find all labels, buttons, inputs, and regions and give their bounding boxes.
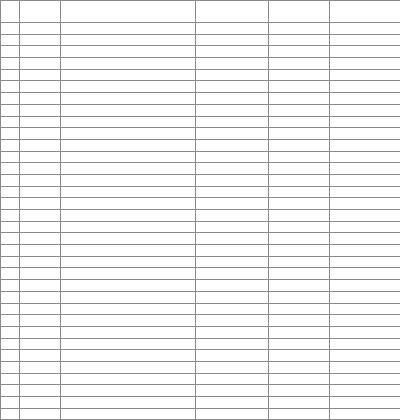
cell-balance [196, 280, 269, 292]
cell-interest [269, 221, 330, 233]
cell-contract-no [61, 338, 196, 350]
cell-contract-no [61, 291, 196, 303]
cell-borrower-name [20, 303, 61, 315]
cell-interest [269, 104, 330, 116]
cell-borrower-name [20, 361, 61, 373]
cell-contract-no [61, 373, 196, 385]
cell-interest [269, 256, 330, 268]
cell-balance [196, 186, 269, 198]
header-interest [269, 1, 330, 23]
cell-co-borrower [330, 245, 400, 257]
cell-contract-no [61, 245, 196, 257]
cell-interest [269, 198, 330, 210]
cell-index [1, 34, 20, 46]
table-row [1, 104, 400, 116]
cell-interest [269, 23, 330, 35]
cell-interest [269, 268, 330, 280]
cell-co-borrower [330, 93, 400, 105]
cell-contract-no [61, 268, 196, 280]
cell-contract-no [61, 93, 196, 105]
cell-co-borrower [330, 174, 400, 186]
table-header [1, 1, 400, 23]
cell-borrower-name [20, 139, 61, 151]
table-row [1, 174, 400, 186]
cell-contract-no [61, 163, 196, 175]
cell-interest [269, 116, 330, 128]
cell-index [1, 408, 20, 420]
table-row [1, 303, 400, 315]
cell-index [1, 174, 20, 186]
cell-index [1, 93, 20, 105]
cell-balance [196, 139, 269, 151]
cell-index [1, 256, 20, 268]
cell-index [1, 23, 20, 35]
cell-balance [196, 373, 269, 385]
cell-index [1, 186, 20, 198]
cell-interest [269, 139, 330, 151]
cell-co-borrower [330, 373, 400, 385]
cell-contract-no [61, 151, 196, 163]
cell-contract-no [61, 139, 196, 151]
cell-contract-no [61, 361, 196, 373]
cell-index [1, 104, 20, 116]
cell-co-borrower [330, 186, 400, 198]
cell-index [1, 315, 20, 327]
header-row [1, 1, 400, 23]
cell-balance [196, 221, 269, 233]
cell-index [1, 373, 20, 385]
cell-index [1, 116, 20, 128]
table-row [1, 93, 400, 105]
cell-contract-no [61, 81, 196, 93]
header-borrower-name [20, 1, 61, 23]
cell-borrower-name [20, 186, 61, 198]
cell-interest [269, 128, 330, 140]
cell-co-borrower [330, 350, 400, 362]
cell-co-borrower [330, 233, 400, 245]
cell-balance [196, 116, 269, 128]
cell-co-borrower [330, 69, 400, 81]
table-row [1, 373, 400, 385]
cell-co-borrower [330, 81, 400, 93]
cell-co-borrower [330, 408, 400, 420]
table-row [1, 116, 400, 128]
table-row [1, 280, 400, 292]
cell-index [1, 139, 20, 151]
cell-borrower-name [20, 93, 61, 105]
table-row [1, 210, 400, 222]
cell-contract-no [61, 58, 196, 70]
cell-borrower-name [20, 198, 61, 210]
header-contract-no [61, 1, 196, 23]
cell-borrower-name [20, 233, 61, 245]
cell-balance [196, 303, 269, 315]
cell-balance [196, 291, 269, 303]
cell-balance [196, 256, 269, 268]
cell-index [1, 233, 20, 245]
cell-interest [269, 373, 330, 385]
cell-index [1, 163, 20, 175]
cell-index [1, 151, 20, 163]
cell-contract-no [61, 397, 196, 409]
cell-borrower-name [20, 128, 61, 140]
cell-contract-no [61, 174, 196, 186]
cell-contract-no [61, 350, 196, 362]
header-co-borrower [330, 1, 400, 23]
cell-balance [196, 350, 269, 362]
cell-index [1, 46, 20, 58]
cell-borrower-name [20, 210, 61, 222]
cell-interest [269, 58, 330, 70]
cell-co-borrower [330, 256, 400, 268]
table-row [1, 291, 400, 303]
cell-balance [196, 34, 269, 46]
cell-index [1, 69, 20, 81]
table-row [1, 361, 400, 373]
cell-co-borrower [330, 198, 400, 210]
cell-contract-no [61, 23, 196, 35]
table-row [1, 23, 400, 35]
cell-balance [196, 81, 269, 93]
cell-borrower-name [20, 385, 61, 397]
table-row [1, 81, 400, 93]
cell-co-borrower [330, 210, 400, 222]
cell-balance [196, 338, 269, 350]
cell-balance [196, 151, 269, 163]
table-row [1, 256, 400, 268]
cell-index [1, 291, 20, 303]
table-row [1, 46, 400, 58]
table-row [1, 408, 400, 420]
cell-interest [269, 210, 330, 222]
cell-balance [196, 163, 269, 175]
cell-borrower-name [20, 58, 61, 70]
cell-co-borrower [330, 139, 400, 151]
cell-interest [269, 350, 330, 362]
cell-borrower-name [20, 104, 61, 116]
table-row [1, 69, 400, 81]
cell-contract-no [61, 69, 196, 81]
cell-balance [196, 198, 269, 210]
cell-co-borrower [330, 338, 400, 350]
table-row [1, 221, 400, 233]
cell-interest [269, 338, 330, 350]
cell-borrower-name [20, 81, 61, 93]
cell-balance [196, 326, 269, 338]
cell-interest [269, 245, 330, 257]
cell-co-borrower [330, 326, 400, 338]
table-row [1, 58, 400, 70]
cell-index [1, 280, 20, 292]
cell-contract-no [61, 408, 196, 420]
table-row [1, 151, 400, 163]
cell-co-borrower [330, 104, 400, 116]
cell-co-borrower [330, 303, 400, 315]
cell-balance [196, 315, 269, 327]
cell-co-borrower [330, 58, 400, 70]
cell-balance [196, 397, 269, 409]
cell-borrower-name [20, 116, 61, 128]
cell-co-borrower [330, 151, 400, 163]
table-row [1, 350, 400, 362]
cell-borrower-name [20, 34, 61, 46]
cell-interest [269, 46, 330, 58]
table-row [1, 233, 400, 245]
table-row [1, 268, 400, 280]
cell-index [1, 397, 20, 409]
cell-balance [196, 210, 269, 222]
cell-borrower-name [20, 291, 61, 303]
table-body [1, 23, 400, 420]
cell-index [1, 385, 20, 397]
cell-index [1, 81, 20, 93]
cell-borrower-name [20, 268, 61, 280]
cell-co-borrower [330, 361, 400, 373]
table-row [1, 385, 400, 397]
table-row [1, 34, 400, 46]
cell-contract-no [61, 104, 196, 116]
cell-borrower-name [20, 338, 61, 350]
cell-index [1, 245, 20, 257]
cell-interest [269, 385, 330, 397]
cell-interest [269, 280, 330, 292]
table-row [1, 139, 400, 151]
cell-co-borrower [330, 163, 400, 175]
cell-co-borrower [330, 221, 400, 233]
table-row [1, 128, 400, 140]
cell-interest [269, 291, 330, 303]
cell-borrower-name [20, 245, 61, 257]
cell-contract-no [61, 256, 196, 268]
cell-balance [196, 23, 269, 35]
cell-index [1, 268, 20, 280]
cell-interest [269, 163, 330, 175]
cell-balance [196, 69, 269, 81]
table-row [1, 326, 400, 338]
cell-contract-no [61, 210, 196, 222]
cell-borrower-name [20, 315, 61, 327]
cell-index [1, 361, 20, 373]
cell-balance [196, 58, 269, 70]
cell-co-borrower [330, 385, 400, 397]
cell-index [1, 198, 20, 210]
cell-borrower-name [20, 69, 61, 81]
cell-contract-no [61, 116, 196, 128]
cell-contract-no [61, 385, 196, 397]
cell-co-borrower [330, 268, 400, 280]
cell-borrower-name [20, 163, 61, 175]
cell-balance [196, 245, 269, 257]
cell-index [1, 350, 20, 362]
cell-borrower-name [20, 280, 61, 292]
cell-interest [269, 81, 330, 93]
cell-interest [269, 34, 330, 46]
cell-interest [269, 151, 330, 163]
cell-balance [196, 93, 269, 105]
table-row [1, 163, 400, 175]
cell-co-borrower [330, 23, 400, 35]
cell-balance [196, 104, 269, 116]
cell-balance [196, 46, 269, 58]
cell-interest [269, 361, 330, 373]
cell-contract-no [61, 46, 196, 58]
cell-interest [269, 233, 330, 245]
cell-contract-no [61, 198, 196, 210]
cell-contract-no [61, 221, 196, 233]
cell-co-borrower [330, 128, 400, 140]
cell-balance [196, 408, 269, 420]
cell-co-borrower [330, 116, 400, 128]
cell-interest [269, 397, 330, 409]
header-balance [196, 1, 269, 23]
cell-contract-no [61, 186, 196, 198]
cell-co-borrower [330, 34, 400, 46]
cell-index [1, 338, 20, 350]
cell-interest [269, 408, 330, 420]
cell-borrower-name [20, 221, 61, 233]
cell-balance [196, 385, 269, 397]
cell-co-borrower [330, 315, 400, 327]
cell-borrower-name [20, 174, 61, 186]
cell-co-borrower [330, 397, 400, 409]
cell-balance [196, 233, 269, 245]
cell-balance [196, 128, 269, 140]
cell-contract-no [61, 315, 196, 327]
cell-interest [269, 69, 330, 81]
cell-contract-no [61, 34, 196, 46]
cell-borrower-name [20, 151, 61, 163]
cell-borrower-name [20, 23, 61, 35]
cell-index [1, 221, 20, 233]
cell-co-borrower [330, 46, 400, 58]
cell-contract-no [61, 303, 196, 315]
cell-borrower-name [20, 350, 61, 362]
cell-index [1, 210, 20, 222]
table-row [1, 198, 400, 210]
cell-index [1, 303, 20, 315]
cell-index [1, 58, 20, 70]
cell-borrower-name [20, 256, 61, 268]
cell-balance [196, 268, 269, 280]
cell-contract-no [61, 233, 196, 245]
table-row [1, 338, 400, 350]
cell-borrower-name [20, 397, 61, 409]
cell-index [1, 326, 20, 338]
cell-index [1, 128, 20, 140]
cell-balance [196, 174, 269, 186]
cell-balance [196, 361, 269, 373]
cell-borrower-name [20, 46, 61, 58]
cell-contract-no [61, 128, 196, 140]
cell-interest [269, 315, 330, 327]
header-index [1, 1, 20, 23]
cell-interest [269, 326, 330, 338]
cell-borrower-name [20, 373, 61, 385]
table-row [1, 186, 400, 198]
table-row [1, 245, 400, 257]
table-row [1, 397, 400, 409]
cell-interest [269, 174, 330, 186]
cell-interest [269, 186, 330, 198]
cell-contract-no [61, 326, 196, 338]
cell-contract-no [61, 280, 196, 292]
cell-borrower-name [20, 326, 61, 338]
cell-interest [269, 303, 330, 315]
cell-interest [269, 93, 330, 105]
cell-co-borrower [330, 280, 400, 292]
table-row [1, 315, 400, 327]
cell-borrower-name [20, 408, 61, 420]
cell-co-borrower [330, 291, 400, 303]
